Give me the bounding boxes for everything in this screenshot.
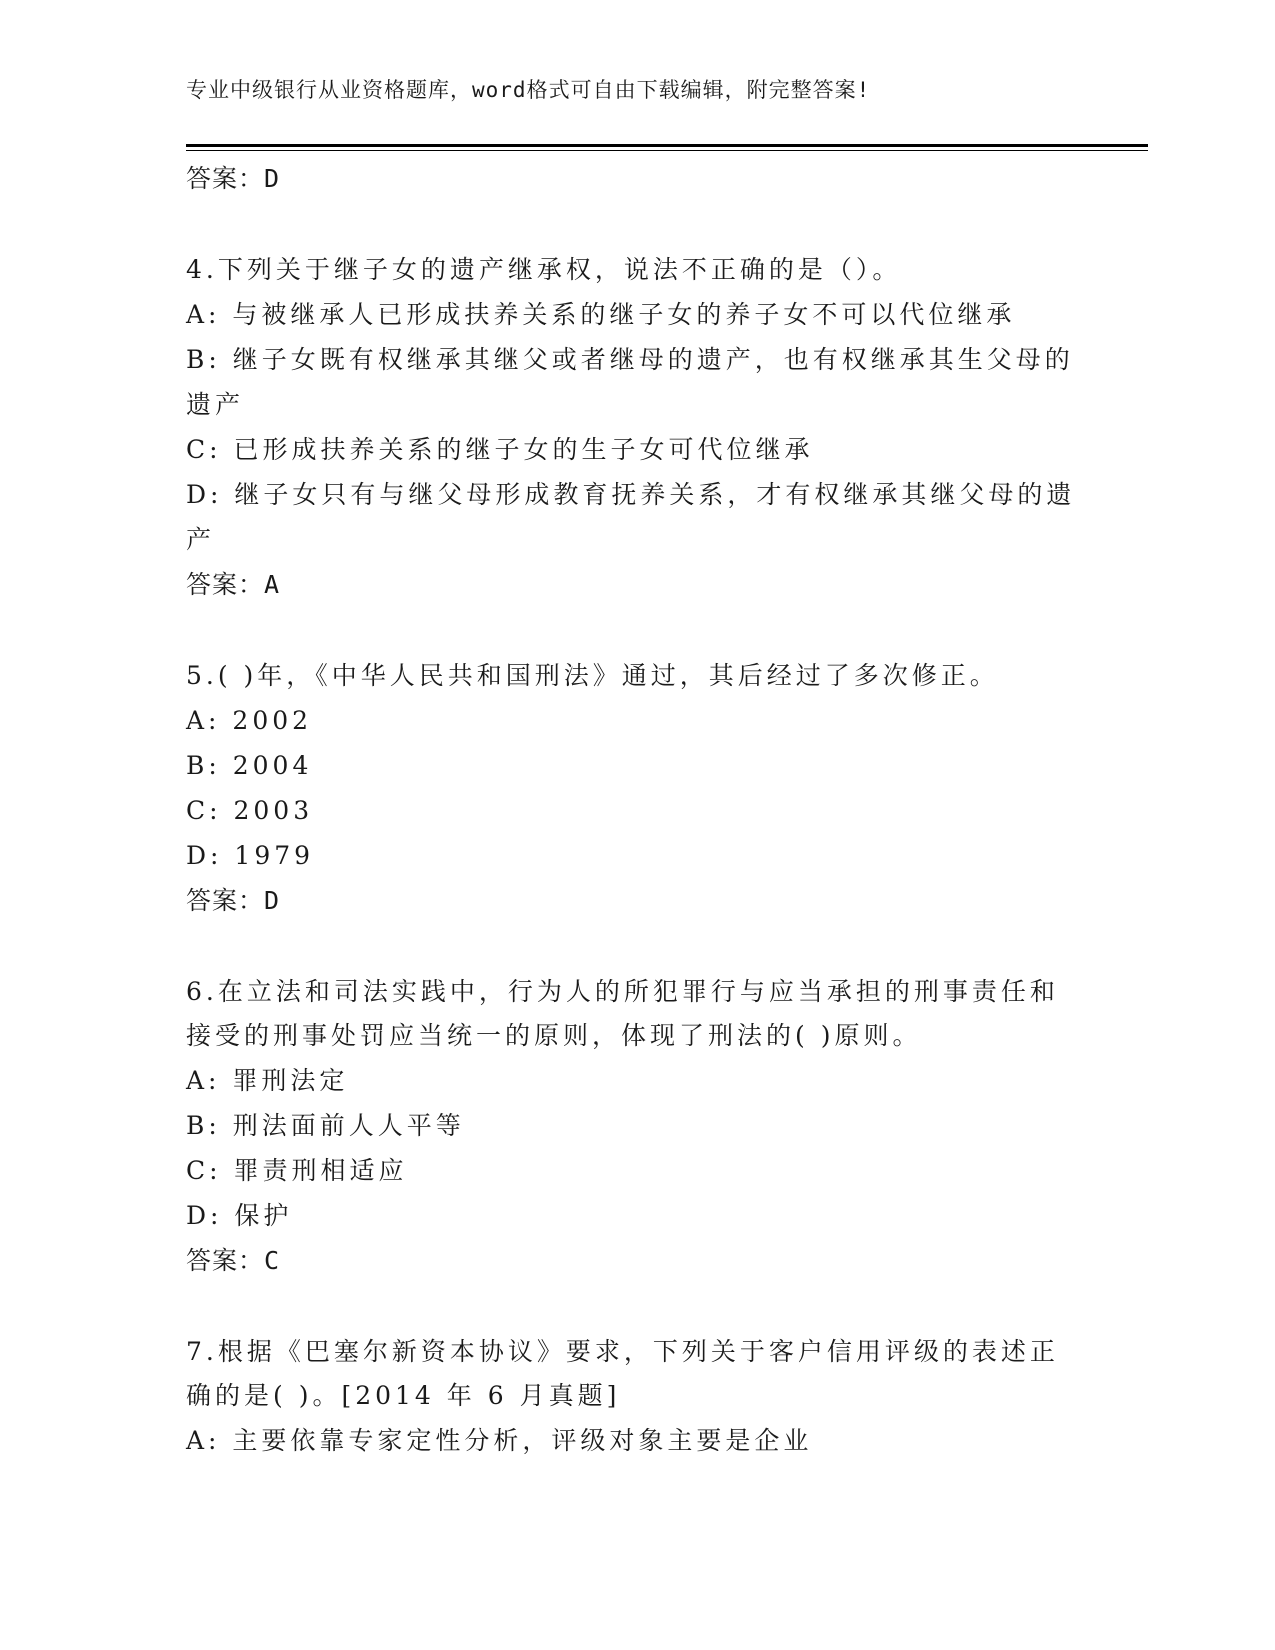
option-b: B: 2004: [186, 751, 313, 780]
answer-line: 答案：A: [186, 570, 281, 599]
spacer: [186, 924, 1086, 970]
option-a: A: 2002: [186, 706, 313, 735]
option-a: A: 主要依靠专家定性分析，评级对象主要是企业: [186, 1426, 813, 1455]
option-c: C: 2003: [186, 796, 314, 825]
option-d-cont: 产: [186, 525, 216, 554]
question-block: [186, 1330, 1086, 1463]
option-c: C: 罪责刑相适应: [186, 1156, 408, 1185]
option-a: A: 与被继承人已形成扶养关系的继子女的养子女不可以代位继承: [186, 300, 1016, 329]
option-c: C: 已形成扶养关系的继子女的生子女可代位继承: [186, 435, 814, 464]
option-b: B: 继子女既有权继承其继父或者继母的遗产，也有权继承其生父母的: [186, 345, 1074, 374]
option-d: D: 1979: [186, 841, 315, 870]
question-stem-cont: 接受的刑事处罚应当统一的原则，体现了刑法的( )原则。: [186, 1021, 922, 1050]
header-rule-thick: [186, 144, 1148, 147]
answer-line: 答案：D: [186, 164, 281, 193]
answer-line: 答案：D: [186, 886, 281, 915]
answer-line: 答案：C: [186, 1246, 281, 1275]
spacer: [186, 608, 1086, 654]
question-stem: 7.根据《巴塞尔新资本协议》要求，下列关于客户信用评级的表述正: [186, 1337, 1059, 1366]
option-d: D: 保护: [186, 1201, 293, 1230]
question-stem: 5.( )年，《中华人民共和国刑法》通过，其后经过了多次修正。: [186, 661, 999, 690]
option-d: D: 继子女只有与继父母形成教育抚养关系，才有权继承其继父母的遗: [186, 480, 1076, 509]
question-block: [186, 970, 1086, 1284]
question-block: [186, 248, 1086, 608]
spacer: [186, 1284, 1086, 1330]
spacer: [186, 202, 1086, 248]
header-rule-thin: [186, 150, 1148, 151]
option-b-cont: 遗产: [186, 390, 245, 419]
page-header: 专业中级银行从业资格题库，word格式可自由下载编辑，附完整答案!: [186, 78, 871, 102]
question-stem: 4.下列关于继子女的遗产继承权，说法不正确的是（）。: [186, 255, 902, 284]
question-block: [186, 654, 1086, 924]
question-stem-cont: 确的是( )。[2014 年 6 月真题]: [186, 1381, 621, 1410]
question-list: [186, 156, 1086, 1463]
option-a: A: 罪刑法定: [186, 1066, 349, 1095]
question-stem: 6.在立法和司法实践中，行为人的所犯罪行与应当承担的刑事责任和: [186, 977, 1059, 1006]
option-b: B: 刑法面前人人平等: [186, 1111, 465, 1140]
